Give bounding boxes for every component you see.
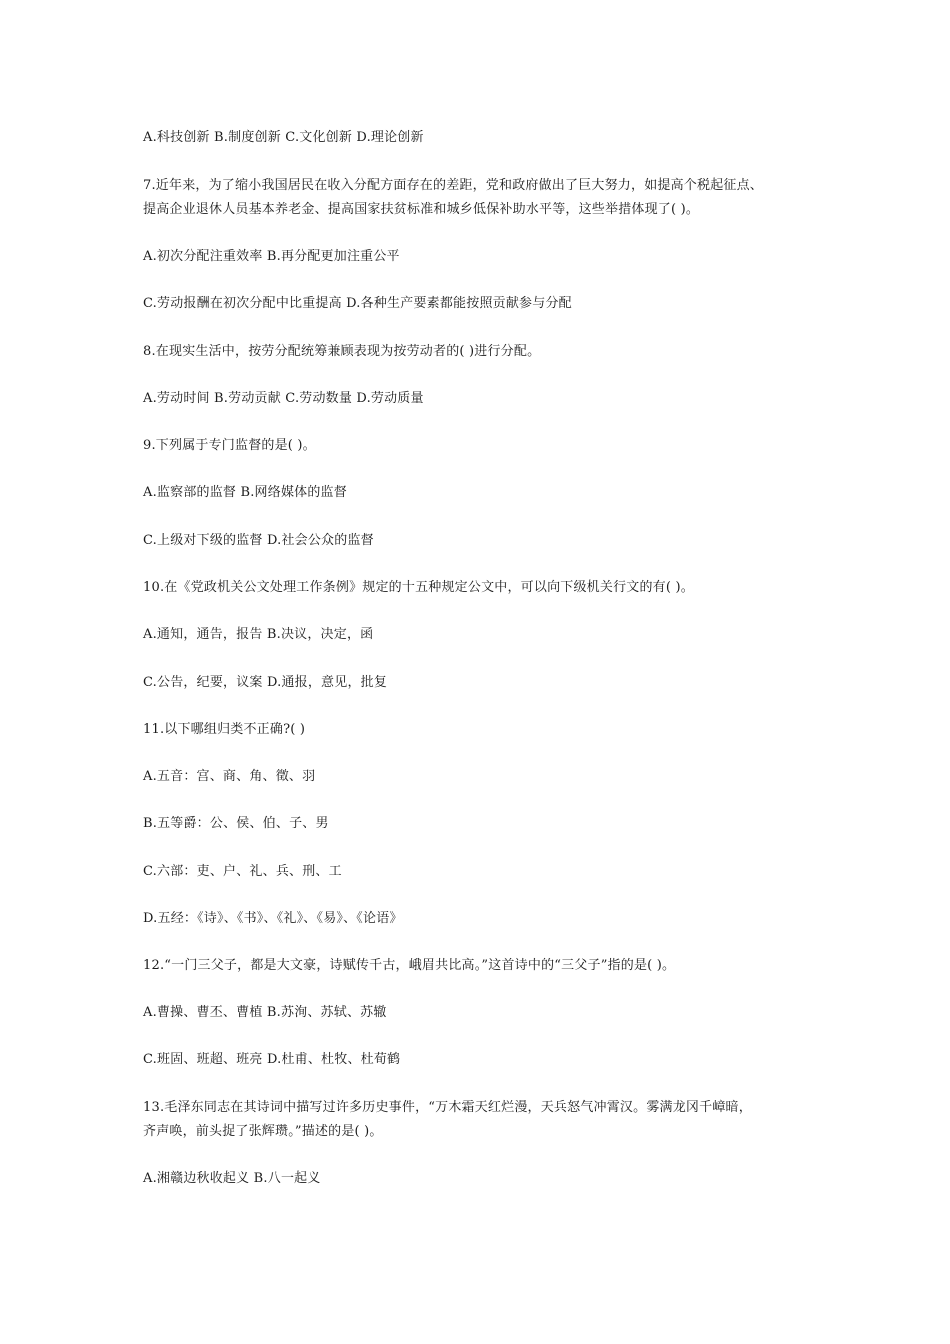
- q9-options-ab: A.监察部的监督 B.网络媒体的监督: [143, 485, 347, 500]
- q10-stem: 10.在《党政机关公文处理工作条例》规定的十五种规定公文中，可以向下级机关行文的有( )。: [143, 580, 694, 595]
- q13-options-ab: A.湘赣边秋收起义 B.八一起义: [143, 1171, 321, 1186]
- q11-stem: 11.以下哪组归类不正确?( ): [143, 722, 306, 737]
- q11-option-c: C.六部：吏、户、礼、兵、刑、工: [143, 864, 342, 879]
- q10-options-cd: C.公告，纪要，议案 D.通报，意见，批复: [143, 675, 388, 690]
- q6-options: A.科技创新 B.制度创新 C.文化创新 D.理论创新: [143, 130, 424, 145]
- q8-options: A.劳动时间 B.劳动贡献 C.劳动数量 D.劳动质量: [143, 391, 424, 406]
- q11-option-d: D.五经：《诗》、《书》、《礼》、《易》、《论语》: [143, 911, 403, 926]
- q12-options-cd: C.班固、班超、班亮 D.杜甫、杜牧、杜荀鹤: [143, 1052, 401, 1067]
- q13-stem-line-2: 齐声唤，前头捉了张辉瓒。”描述的是( )。: [143, 1124, 383, 1139]
- q10-options-ab: A.通知，通告，报告 B.决议，决定，函: [143, 627, 374, 642]
- q9-stem: 9.下列属于专门监督的是( )。: [143, 438, 316, 453]
- q11-option-a: A.五音：宫、商、角、徵、羽: [143, 769, 316, 784]
- q11-option-b: B.五等爵：公、侯、伯、子、男: [143, 816, 329, 831]
- q12-options-ab: A.曹操、曹丕、曹植 B.苏洵、苏轼、苏辙: [143, 1005, 387, 1020]
- q7-options-cd: C.劳动报酬在初次分配中比重提高 D.各种生产要素都能按照贡献参与分配: [143, 296, 572, 311]
- q8-stem: 8.在现实生活中，按劳分配统筹兼顾表现为按劳动者的( )进行分配。: [143, 344, 541, 359]
- q9-options-cd: C.上级对下级的监督 D.社会公众的监督: [143, 533, 374, 548]
- document-page: [143, 0, 833, 1344]
- q7-stem-line-2: 提高企业退休人员基本养老金、提高国家扶贫标准和城乡低保补助水平等，这些举措体现了( )。: [143, 202, 700, 217]
- q12-stem: 12.“一门三父子，都是大文豪，诗赋传千古，峨眉共比高。”这首诗中的“三父子”指的是( )。: [143, 958, 676, 973]
- q7-options-ab: A.初次分配注重效率 B.再分配更加注重公平: [143, 249, 400, 264]
- q7-stem-line-1: 7.近年来，为了缩小我国居民在收入分配方面存在的差距，党和政府做出了巨大努力，如提高个税起征点、: [143, 178, 764, 193]
- q13-stem-line-1: 13.毛泽东同志在其诗词中描写过许多历史事件，“万木霜天红烂漫，天兵怒气冲霄汉。雾满龙冈千嶂暗，: [143, 1100, 752, 1115]
